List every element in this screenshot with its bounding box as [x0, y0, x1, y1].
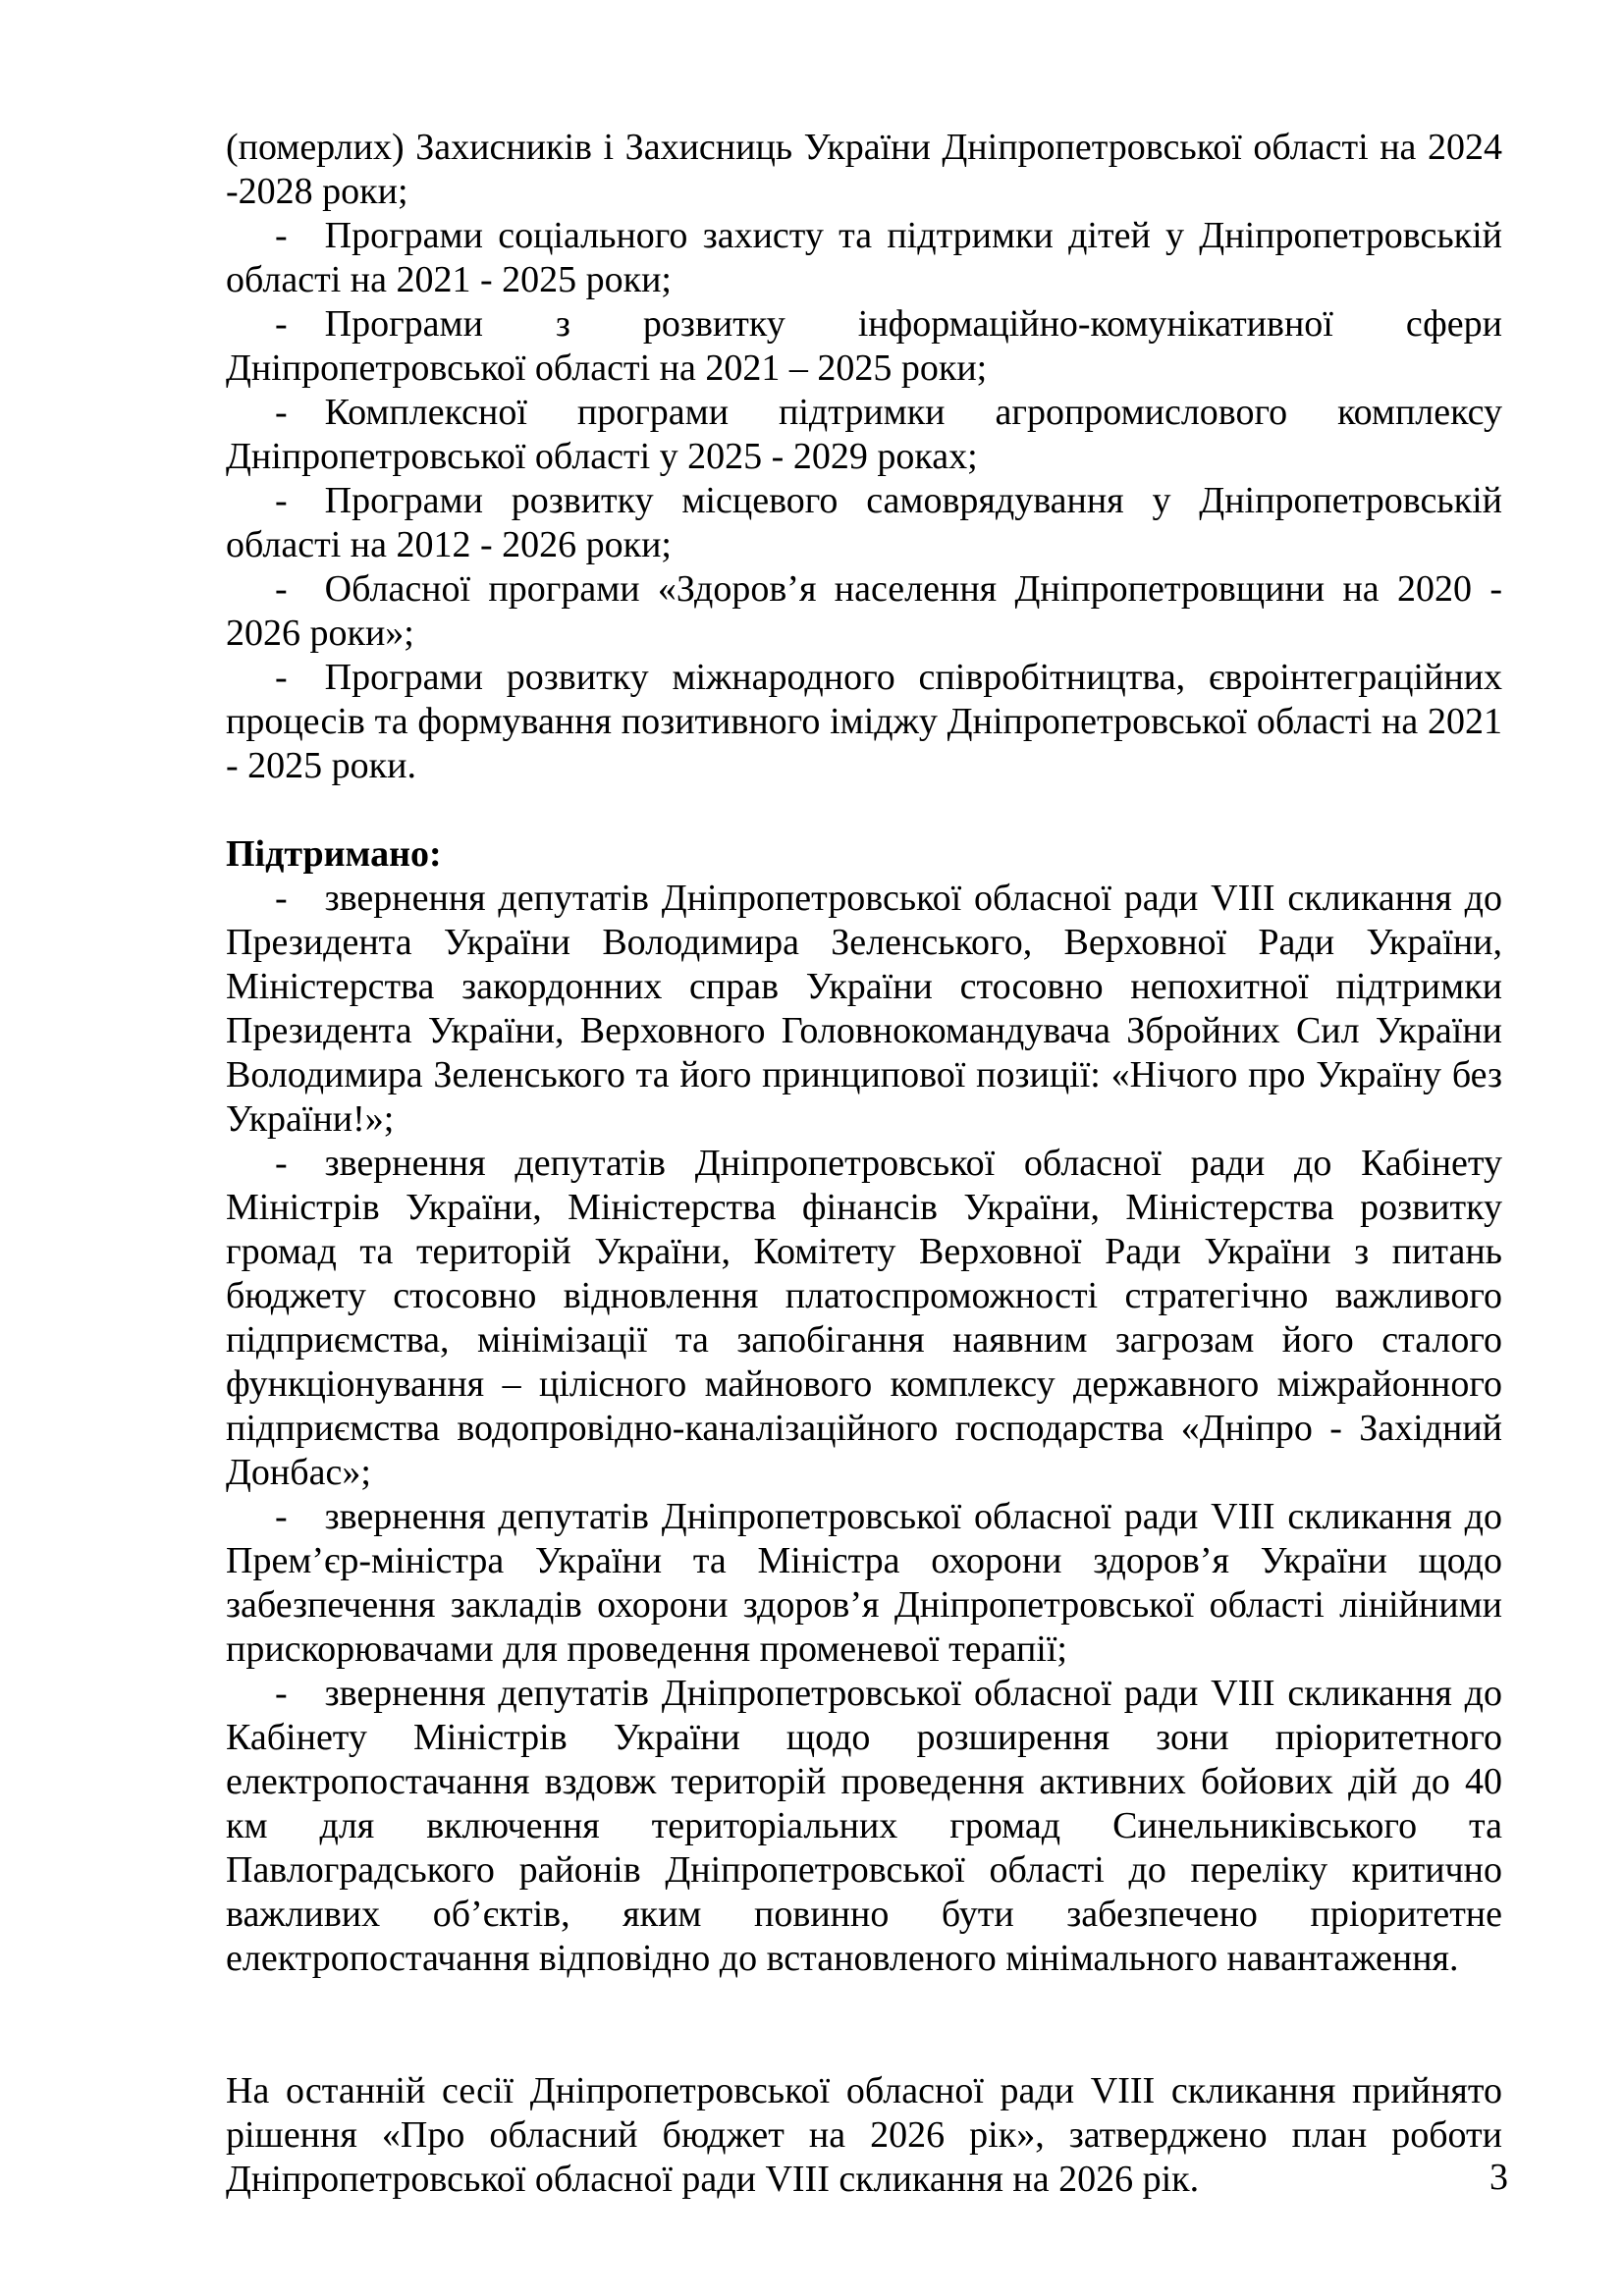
program-list-item-4 [226, 479, 1502, 567]
program-list-item-5 [226, 567, 1502, 656]
list-dash: - [275, 215, 288, 256]
supported-item-text: звернення депутатів Дніпропетровської обласної ради VIII скликання до Прем’єр-міністра України та Міністра охорони здоров’я України щодо забезпечення закладів охорони здоров’я Дніпропетровської області лінійними прискорювачами для проведення променевої терапії; [226, 1496, 1502, 1670]
supported-item-text: звернення депутатів Дніпропетровської обласної ради до Кабінету Міністрів України, Міністерства фінансів України, Міністерства розвитку громад та територій України, Комітету Верховної Ради України з питань бюджету стосовно відновлення платоспроможності стратегічно важливого підприємства, мінімізації та запобігання наявним загрозам його сталого функціонування – цілісного майнового комплексу державного міжрайонного підприємства водопровідно-каналізаційного господарства «Дніпро - Західний Донбас»; [226, 1143, 1502, 1493]
program-item-text: Програми соціального захисту та підтримки дітей у Дніпропетровській області на 2021 - 2025 роки; [226, 215, 1502, 300]
list-dash: - [275, 303, 288, 345]
program-item-text: Програми розвитку міжнародного співробітництва, євроінтеграційних процесів та формування позитивного іміджу Дніпропетровської області на 2021 - 2025 роки. [226, 657, 1502, 786]
supported-heading: Підтримано: [226, 833, 442, 875]
program-item-text: Програми з розвитку інформаційно-комунікативної сфери Дніпропетровської області на 2021 – 2025 роки; [226, 303, 1502, 389]
closing-paragraph: На останній сесії Дніпропетровської обласної ради VIII скликання прийнято рішення «Про обласний бюджет на 2026 рік», затверджено план роботи Дніпропетровської обласної ради VIII скликання на 2026 рік. [226, 2070, 1502, 2200]
list-dash: - [275, 657, 288, 698]
list-dash: - [275, 878, 288, 919]
supported-item-text: звернення депутатів Дніпропетровської обласної ради VIII скликання до Президента України Володимира Зеленського, Верховної Ради України, Міністерства закордонних справ України стосовно непохитної підтримки Президента України, Верховного Головнокомандувача Збройних Сил України Володимира Зеленського та його принципової позиції: «Нічого про Україну без України!»; [226, 878, 1502, 1140]
program-list-item-2 [226, 302, 1502, 391]
supported-list-item-1 [226, 877, 1502, 1142]
program-item-text: Комплексної програми підтримки агропромислового комплексу Дніпропетровської області у 2025 - 2029 роках; [226, 392, 1502, 477]
list-dash: - [275, 480, 288, 521]
supported-list-item-3 [226, 1495, 1502, 1672]
list-dash: - [275, 392, 288, 433]
program-list-item-6 [226, 656, 1502, 788]
list-dash: - [275, 1496, 288, 1537]
supported-list-item-4 [226, 1672, 1502, 1981]
program-item-text: Програми розвитку місцевого самоврядування у Дніпропетровській області на 2012 - 2026 роки; [226, 480, 1502, 565]
program-list-item-1 [226, 214, 1502, 302]
list-dash: - [275, 568, 288, 610]
supported-list-item-2 [226, 1142, 1502, 1495]
page-number: 3 [1489, 2157, 1508, 2198]
page-body [226, 126, 1502, 2202]
program-list-item-3 [226, 391, 1502, 479]
paragraph-continuation: (померлих) Захисників і Захисниць України Дніпропетровської області на 2024 -2028 роки; [226, 127, 1502, 212]
list-dash: - [275, 1143, 288, 1184]
supported-item-text: звернення депутатів Дніпропетровської обласної ради VIII скликання до Кабінету Міністрів України щодо розширення зони пріоритетного електропостачання вздовж територій проведення активних бойових дій до 40 км для включення територіальних громад Синельниківського та Павлоградського районів Дніпропетровської області до переліку критично важливих об’єктів, яким повинно бути забезпечено пріоритетне електропостачання відповідно до встановленого мінімального навантаження. [226, 1673, 1502, 1979]
program-item-text: Обласної програми «Здоров’я населення Дніпропетровщини на 2020 - 2026 роки»; [226, 568, 1502, 654]
list-dash: - [275, 1673, 288, 1714]
